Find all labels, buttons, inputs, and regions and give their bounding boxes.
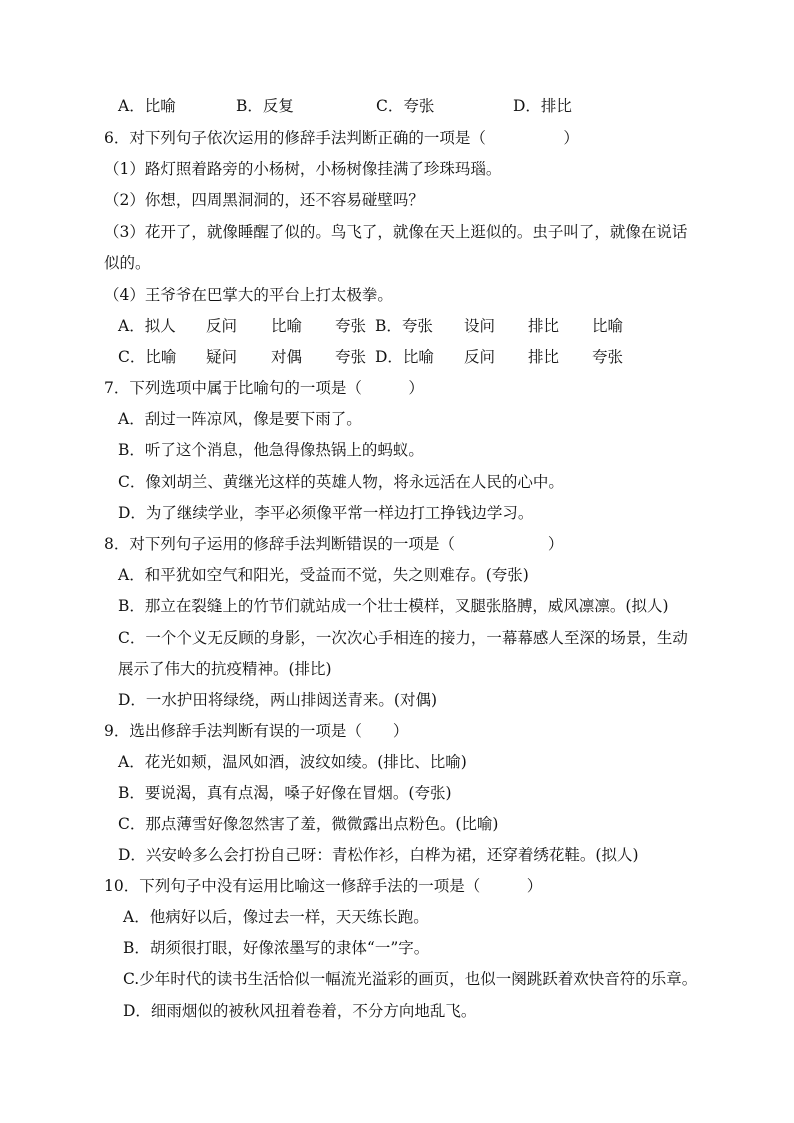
q8-option-a: A．和平犹如空气和阳光，受益而不觉，失之则难存。(夸张) [118,566,529,584]
q8-option-b: B．那立在裂缝上的竹节们就站成一个壮士模样，叉腿张胳膊，威风凛凛。(拟人) [118,597,669,615]
q6-option-a-1: A．拟人 [118,317,176,335]
q6-option-d-1: D．比喻 [375,348,434,366]
q10-option-b: B．胡须很打眼，好像浓墨写的隶体“一”字。 [123,939,430,957]
q8-stem: 8．对下列句子运用的修辞手法判断错误的一项是（ ） [104,535,564,553]
q6-option-b-4: 比喻 [592,317,624,335]
q6-option-c-3: 对偶 [271,348,303,366]
q6-option-b-2: 设问 [464,317,496,335]
q7-option-d: D．为了继续学业，李平必须像平常一样边打工挣钱边学习。 [118,504,534,522]
q7-stem: 7．下列选项中属于比喻句的一项是（ ） [104,379,424,397]
q7-option-a: A．刮过一阵凉风，像是要下雨了。 [118,410,362,428]
q6-option-d-3: 排比 [528,348,560,366]
q8-option-d: D．一水护田将绿绕，两山排闼送青来。(对偶) [118,691,438,709]
q5-option-d: D．排比 [513,97,572,115]
q6-option-c-1: C．比喻 [118,348,177,366]
q10-option-d: D．细雨烟似的被秋风扭着卷着，不分方向地乱飞。 [123,1002,477,1020]
q7-option-c: C．像刘胡兰、黄继光这样的英雄人物，将永远活在人民的心中。 [118,473,564,491]
q6-option-a-4: 夸张 [335,317,367,335]
q10-option-a: A．他病好以后，像过去一样，天天练长跑。 [123,908,429,926]
q6-option-d-4: 夸张 [592,348,624,366]
q9-option-c: C．那点薄雪好像忽然害了羞，微微露出点粉色。(比喻) [118,815,499,833]
q8-option-c-cont: 展示了伟大的抗疫精神。(排比) [118,660,332,678]
q10-stem: 10．下列句子中没有运用比喻这一修辞手法的一项是（ ） [104,877,543,895]
q9-option-d: D．兴安岭多么会打扮自己呀：青松作衫，白桦为裙，还穿着绣花鞋。(拟人) [118,846,639,864]
q6-option-a-3: 比喻 [271,317,303,335]
q10-option-c: C.少年时代的读书生活恰似一幅流光溢彩的画页，也似一阕跳跃着欢快音符的乐章。 [123,970,698,988]
q6-option-c-2: 疑问 [206,348,238,366]
q6-sentence-2: （2）你想，四周黑洞洞的，还不容易碰壁吗？ [104,191,424,209]
q9-option-a: A．花光如颊，温风如酒，波纹如绫。(排比、比喻) [118,753,467,771]
q6-option-b-1: B．夸张 [375,317,433,335]
q7-option-b: B．听了这个消息，他急得像热锅上的蚂蚁。 [118,441,424,459]
q9-option-b: B．要说渴，真有点渴，嗓子好像在冒烟。(夸张) [118,784,452,802]
q6-sentence-3: （3）花开了，就像睡醒了似的。鸟飞了，就像在天上逛似的。虫子叫了，就像在说话 [104,223,688,241]
q6-option-c-4: 夸张 [335,348,367,366]
q9-stem: 9．选出修辞手法判断有误的一项是（ ） [104,722,409,740]
q5-option-c: C．夸张 [376,97,435,115]
q6-sentence-4: （4）王爷爷在巴掌大的平台上打太极拳。 [104,286,393,304]
q6-option-d-2: 反问 [464,348,496,366]
q6-sentence-3-cont: 似的。 [104,254,151,272]
q6-option-a-2: 反问 [206,317,238,335]
q5-option-a: A．比喻 [118,97,176,115]
q5-option-b: B．反复 [236,97,294,115]
q6-sentence-1: （1）路灯照着路旁的小杨树，小杨树像挂满了珍珠玛瑙。 [104,160,502,178]
q6-option-b-3: 排比 [528,317,560,335]
q6-stem: 6．对下列句子依次运用的修辞手法判断正确的一项是（ ） [104,129,579,147]
q8-option-c: C．一个个义无反顾的身影，一次次心手相连的接力，一幕幕感人至深的场景，生动 [118,629,688,647]
